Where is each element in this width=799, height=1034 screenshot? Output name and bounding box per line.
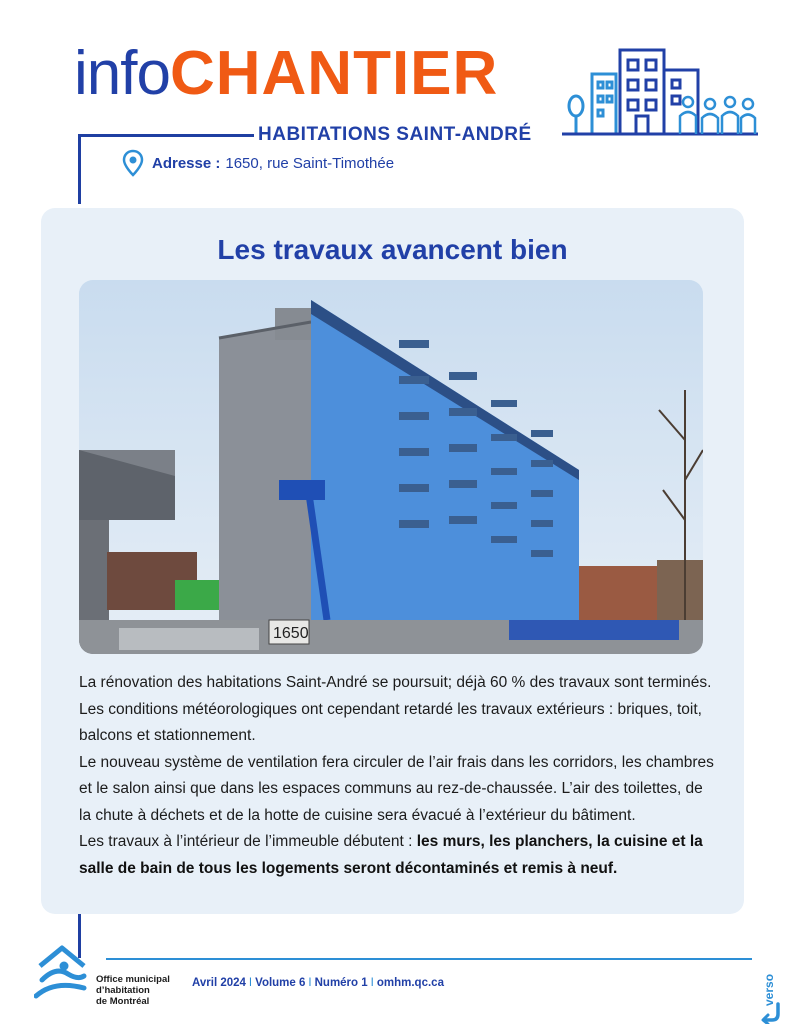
address-line: [122, 148, 394, 178]
omhm-logo: [34, 944, 90, 1002]
paragraph-ventilation: Le nouveau système de ventilation fera circuler de l’air frais dans les corridors, les chambres et le salon ainsi que dans les espaces communs au rez-de-chaussée. L’air des toilettes, de la chute à déchets et de la hotte de cuisine sera évacué à l’extérieur du bâtiment.: [79, 753, 714, 824]
location-pin-icon: [122, 149, 144, 177]
title-chantier: CHANTIER: [169, 39, 499, 108]
org-name-line1: Office municipal: [96, 974, 170, 985]
separator: I: [248, 977, 253, 989]
org-name-line2: d’habitation: [96, 985, 150, 996]
paragraph-interior-work: [79, 829, 719, 882]
issue-date: Avril 2024: [192, 977, 246, 989]
issue-info: [192, 977, 444, 989]
building-number-sign: 1650: [273, 625, 309, 642]
footer-divider: [106, 958, 752, 960]
title-info: info: [74, 39, 170, 108]
separator: I: [370, 977, 374, 989]
interior-work-intro: Les travaux à l’intérieur de l’immeuble débutent :: [79, 833, 417, 850]
website-link[interactable]: omhm.qc.ca: [376, 977, 444, 989]
header-frame-line: [78, 134, 254, 137]
verso-indicator[interactable]: [758, 958, 788, 1024]
interior-work-details: les murs, les planchers, la cuisine et la salle de bain de tous les logements seront décontaminés et remis à neuf.: [79, 833, 703, 877]
header-frame-vertical: [78, 136, 81, 204]
article-headline: Les travaux avancent bien: [217, 234, 568, 265]
paragraph-progress: La rénovation des habitations Saint-André se poursuit; déjà 60 % des travaux sont terminés. Les conditions météorologiques ont cependant retardé les travaux extérieurs : briques, toit, balcons et stationnement.: [79, 674, 712, 744]
newsletter-title: [74, 34, 498, 114]
separator: I: [308, 977, 312, 989]
project-subtitle: HABITATIONS SAINT-ANDRÉ: [258, 124, 532, 145]
article-card: [41, 208, 744, 914]
address-label: Adresse :: [152, 154, 221, 172]
construction-photo: [79, 280, 703, 654]
verso-arrow-icon: [760, 1002, 786, 1024]
city-buildings-icon: [562, 44, 758, 140]
verso-label: verso: [762, 973, 776, 1006]
address-value: 1650, rue Saint-Timothée: [225, 154, 395, 172]
org-name-line3: de Montréal: [96, 996, 150, 1007]
issue-number: Numéro 1: [314, 977, 368, 989]
article-body: [79, 670, 719, 882]
issue-volume: Volume 6: [255, 977, 306, 989]
organization-name: [96, 974, 186, 1007]
